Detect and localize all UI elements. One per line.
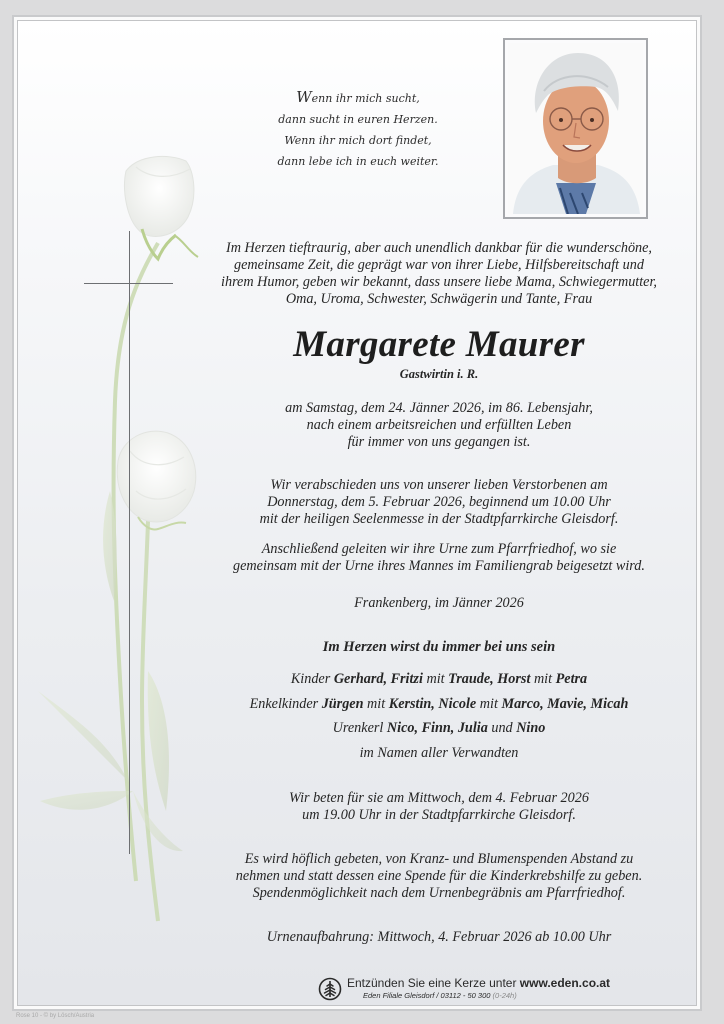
deceased-occupation: Gastwirtin i. R.: [399, 367, 479, 381]
motto: Im Herzen wirst du immer bei uns sein: [322, 639, 556, 655]
poem-line-4: dann lebe ich in euch weiter.: [277, 155, 439, 168]
family-great-grandchildren: Urenkerl Nico, Finn, Julia und Nino: [332, 720, 546, 736]
poem-line-2: dann sucht in euren Herzen.: [278, 113, 438, 126]
family-list: [193, 667, 685, 765]
cross-horizontal-bar: [84, 283, 173, 284]
family-relatives: im Namen aller Verwandten: [359, 744, 519, 761]
branch-hours: (0-24h): [492, 991, 517, 1000]
branch-contact: Eden Filiale Gleisdorf / 03112 - 50 300: [363, 991, 491, 1000]
portrait-photo: [503, 38, 648, 219]
intro-paragraph: Im Herzen tieftraurig, aber auch unendlich dankbar für die wunderschöne, gemeinsame Zeit, die geprägt war von ihrer Liebe, Hilfsbereitschaft und ihrem Humor, geben wir bekannt, dass unsere liebe Mama, Schwiegermutter, Oma, Uroma, Schwester, Schwägerin und Tante, Frau: [221, 240, 657, 307]
footer-text: Entzünden Sie eine Kerze unter www.eden.co.at Eden Filiale Gleisdorf / 03112 - 50 300 (0-24h): [347, 976, 611, 1000]
urn-burial-info: Anschließend geleiten wir ihre Urne zum Pfarrfriedhof, wo sie gemeinsam mit der Urne ihres Mannes im Familiengrab beigesetzt wird.: [233, 541, 645, 574]
cross-vertical-bar: [129, 231, 130, 854]
donation-request: Es wird höflich gebeten, von Kranz- und Blumenspenden Abstand zu nehmen und statt dessen eine Spende für die Kinderkrebshilfe zu geben. Spendenmöglichkeit nach dem Urnenbegräbnis am Pfarrfriedhof.: [235, 851, 643, 901]
funeral-info: Wir verabschieden uns von unserer lieben Verstorbenen am Donnerstag, dem 5. Februar 2026, beginnend um 10.00 Uhr mit der heiligen Seelenmesse in der Stadtpfarrkirche Gleisdorf.: [259, 477, 619, 527]
poem: [243, 87, 473, 172]
poem-line-3: Wenn ihr mich dort findet,: [284, 134, 432, 147]
death-notice: am Samstag, dem 24. Jänner 2026, im 86. Lebensjahr, nach einem arbeitsreichen und erfüllten Leben für immer von uns gegangen ist.: [285, 400, 593, 450]
place-date: Frankenberg, im Jänner 2026: [354, 595, 524, 611]
design-credit: Rose 10 - © by Lösch/Austria: [16, 1013, 95, 1019]
footer: [318, 972, 610, 1006]
family-grandchildren: Enkelkinder Jürgen mit Kerstin, Nicole mit Marco, Mavie, Micah: [249, 695, 629, 712]
eden-website-link[interactable]: www.eden.co.at: [519, 976, 611, 990]
candle-tree-icon: [318, 977, 342, 1001]
portrait-illustration: [508, 43, 643, 214]
obituary-card: [17, 20, 697, 1006]
portrait-image: [508, 43, 643, 214]
prayer-info: Wir beten für sie am Mittwoch, dem 4. Februar 2026 um 19.00 Uhr in der Stadtpfarrkirche Gleisdorf.: [289, 790, 589, 823]
urn-viewing: Urnenaufbahrung: Mittwoch, 4. Februar 2026 ab 10.00 Uhr: [266, 929, 612, 945]
family-children: Kinder Gerhard, Fritzi mit Traude, Horst mit Petra: [290, 671, 588, 687]
poem-line-1: Wenn ihr mich sucht,: [296, 88, 420, 106]
deceased-name: Margarete Maurer: [293, 324, 585, 365]
